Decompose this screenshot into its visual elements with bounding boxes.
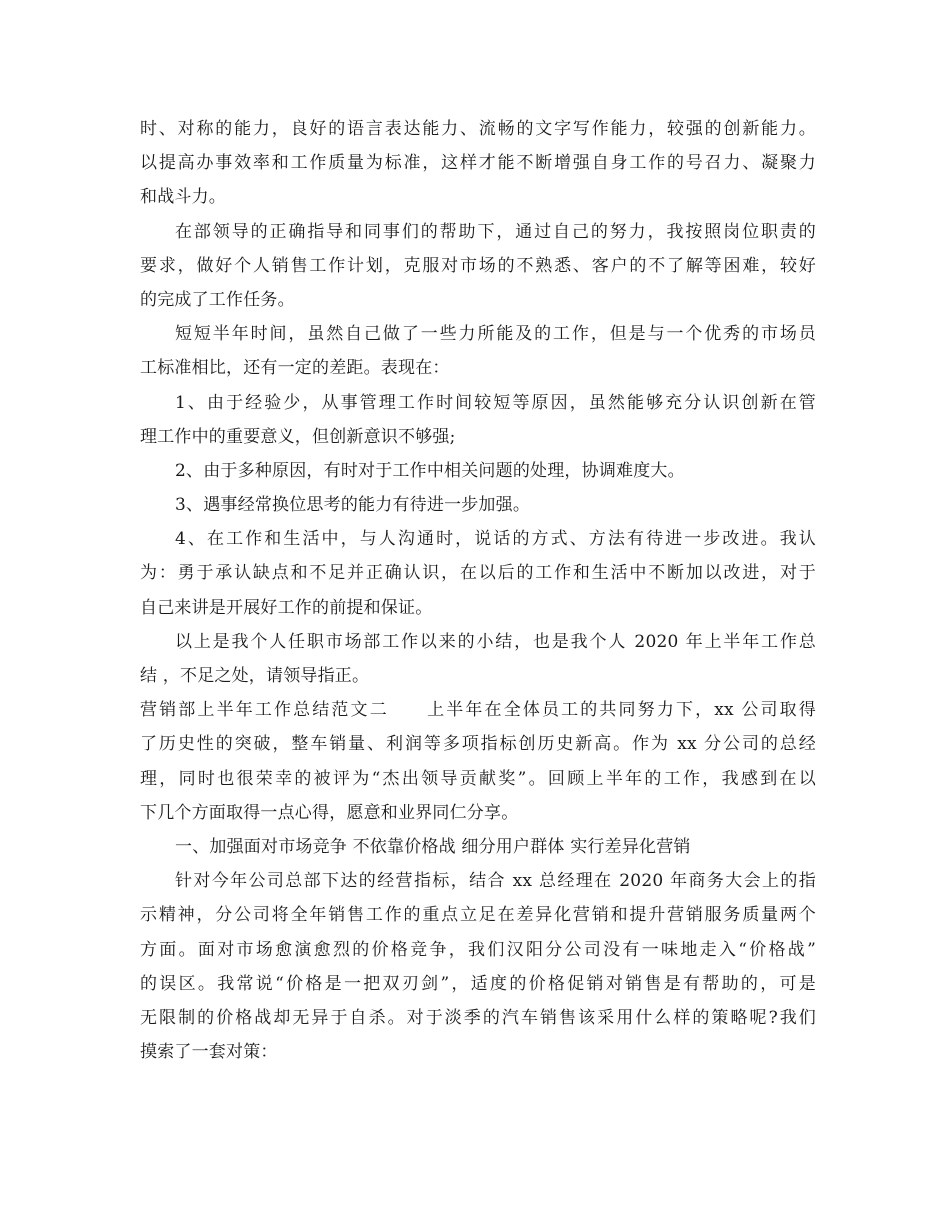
section-heading-line: 营销部上半年工作总结范文二 上半年在全体员工的共同努力下，xx 公司取得 [140,700,816,721]
text-line: 下几个方面取得一点心得，愿意和业界同仁分享。 [140,802,519,823]
paragraph-first-line: 以上是我个人任职市场部工作以来的小结，也是我个人 2020 年上半年工作总 [175,631,816,652]
list-item-2: 2、由于多种原因，有时对于工作中相关问题的处理，协调难度大。 [175,460,685,481]
text-line: 要求，做好个人销售工作计划，克服对市场的不熟悉、客户的不了解等困难，较好 [140,255,816,276]
text-line: 无限制的价格战却无异于自杀。对于淡季的汽车销售该采用什么样的策略呢?我们 [140,1007,816,1028]
text-line: 结 ，不足之处，请领导指正。 [140,666,370,686]
text-line: 了历史性的突破，整车销量、利润等多项指标创历史新高。作为 xx 分公司的总经 [140,734,816,755]
text-line: 和战斗力。 [140,187,226,208]
list-item-1-first-line: 1、由于经验少，从事管理工作时间较短等原因，虽然能够充分认识创新在管 [175,392,816,413]
paragraph-first-line: 在部领导的正确指导和同事们的帮助下，通过自己的努力，我按照岗位职责的 [175,221,816,242]
text-line: 示精神，分公司将全年销售工作的重点立足在差异化营销和提升营销服务质量两个 [140,905,816,926]
paragraph-first-line: 针对今年公司总部下达的经营指标，结合 xx 总经理在 2020 年商务大会上的指 [175,871,816,892]
text-line: 时、对称的能力，良好的语言表达能力、流畅的文字写作能力，较强的创新能力。 [140,119,816,139]
subheading: 一、加强面对市场竞争 不依靠价格战 细分用户群体 实行差异化营销 [175,836,691,857]
text-line: 自己来讲是开展好工作的前提和保证。 [140,597,433,618]
paragraph-first-line: 短短半年时间，虽然自己做了一些力所能及的工作，但是与一个优秀的市场员 [175,324,816,345]
list-item-4-first-line: 4、在工作和生活中，与人沟通时，说话的方式、方法有待进一步改进。我认 [175,529,816,550]
text-line: 理，同时也很荣幸的被评为“杰出领导贡献奖”。回顾上半年的工作，我感到在以 [140,768,816,789]
text-line: 理工作中的重要意义，但创新意识不够强; [140,426,456,447]
text-line: 工标准相比，还有一定的差距。表现在： [140,358,450,379]
text-line: 的误区。我常说“价格是一把双刃剑”，适度的价格促销对销售是有帮助的，可是 [140,973,816,994]
text-line: 的完成了工作任务。 [140,289,295,310]
text-line: 以提高办事效率和工作质量为标准，这样才能不断增强自身工作的号召力、凝聚力 [140,153,816,174]
text-line: 摸索了一套对策： [140,1042,278,1063]
text-line: 方面。面对市场愈演愈烈的价格竞争，我们汉阳分公司没有一味地走入“价格战” [140,939,816,960]
text-line: 为：勇于承认缺点和不足并正确认识，在以后的工作和生活中不断加以改进，对于 [140,563,816,584]
document-body [140,112,816,1069]
list-item-3: 3、遇事经常换位思考的能力有待进一步加强。 [175,495,531,516]
